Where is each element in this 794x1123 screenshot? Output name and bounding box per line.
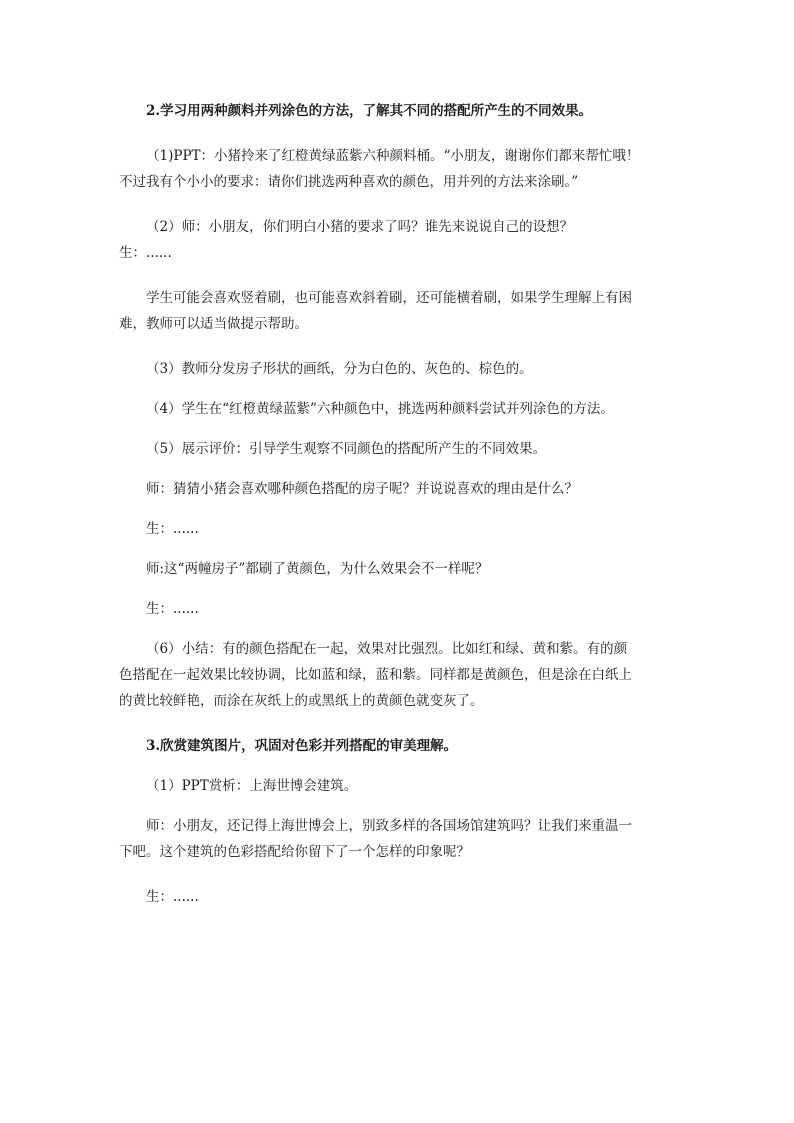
paragraph-line: （1)PPT：小猪拎来了红橙黄绿蓝紫六种颜料桶。“小朋友，谢谢你们都来帮忙哦！ xyxy=(146,148,640,164)
paragraph-distribute-paper xyxy=(119,356,679,382)
paragraph-line: 不过我有个小小的要求：请你们挑选两种喜欢的颜色，用并列的方法来涂刷。” xyxy=(119,174,579,190)
paragraph-expo-ppt xyxy=(119,773,679,799)
paragraph-line: 生：...... xyxy=(146,889,199,905)
paragraph-line: （2）师：小朋友，你们明白小猪的要求了吗？谁先来说说自己的设想？ xyxy=(146,219,574,235)
paragraph-summary xyxy=(119,636,679,714)
paragraph-line: 学生可能会喜欢竖着刷，也可能喜欢斜着刷，还可能横着刷，如果学生理解上有困 xyxy=(146,290,632,306)
paragraph-ppt-intro xyxy=(119,143,679,195)
paragraph-line: 生：...... xyxy=(119,245,172,261)
heading-line: 3.欣赏建筑图片，巩固对色彩并列搭配的审美理解。 xyxy=(146,738,458,754)
paragraph-student-brushing xyxy=(119,285,679,337)
paragraph-line: 难，教师可以适当做提示帮助。 xyxy=(119,316,308,332)
paragraph-line: 下吧。这个建筑的色彩搭配给你留下了一个怎样的印象呢？ xyxy=(119,844,470,860)
paragraph-line: （3）教师分发房子形状的画纸，分为白色的、灰色的、棕色的。 xyxy=(146,361,533,377)
paragraph-teacher-expo xyxy=(119,813,679,865)
paragraph-line: 师:这“两幢房子”都刷了黄颜色，为什么效果会不一样呢？ xyxy=(146,561,489,577)
paragraph-line: 师：小朋友，还记得上海世博会上，别致多样的各国场馆建筑吗？让我们来重温一 xyxy=(146,818,632,834)
paragraph-student-reply-2 xyxy=(119,596,679,622)
paragraph-line: （4）学生在“红橙黄绿蓝紫”六种颜色中，挑选两种颜料尝试并列涂色的方法。 xyxy=(146,401,614,417)
paragraph-student-reply-1 xyxy=(119,516,679,542)
paragraph-line: （1）PPT赏析：上海世博会建筑。 xyxy=(146,778,358,794)
paragraph-student-try xyxy=(119,396,679,422)
paragraph-line: 生：...... xyxy=(146,521,199,537)
paragraph-teacher-houses xyxy=(119,556,679,582)
section-heading-2 xyxy=(119,98,679,124)
paragraph-line: 的黄比较鲜艳，而涂在灰纸上的或黑纸上的黄颜色就变灰了。 xyxy=(119,693,484,709)
paragraph-line: 师：猜猜小猪会喜欢哪种颜色搭配的房子呢？并说说喜欢的理由是什么？ xyxy=(146,481,578,497)
paragraph-line: （6）小结：有的颜色搭配在一起，效果对比强烈。比如红和绿、黄和紫。有的颜 xyxy=(146,641,628,657)
paragraph-student-reply-3 xyxy=(119,884,679,910)
heading-line: 2.学习用两种颜料并列涂色的方法，了解其不同的搭配所产生的不同效果。 xyxy=(146,103,593,119)
section-heading-3 xyxy=(119,733,679,759)
paragraph-teacher-guess xyxy=(119,476,679,502)
paragraph-line: 色搭配在一起效果比较协调，比如蓝和绿，蓝和紫。同样都是黄颜色，但是涂在白纸上 xyxy=(119,667,632,683)
paragraph-teacher-question xyxy=(119,214,679,266)
paragraph-line: （5）展示评价：引导学生观察不同颜色的搭配所产生的不同效果。 xyxy=(146,441,547,457)
document-page xyxy=(119,98,679,929)
paragraph-line: 生：...... xyxy=(146,601,199,617)
paragraph-evaluation xyxy=(119,436,679,462)
